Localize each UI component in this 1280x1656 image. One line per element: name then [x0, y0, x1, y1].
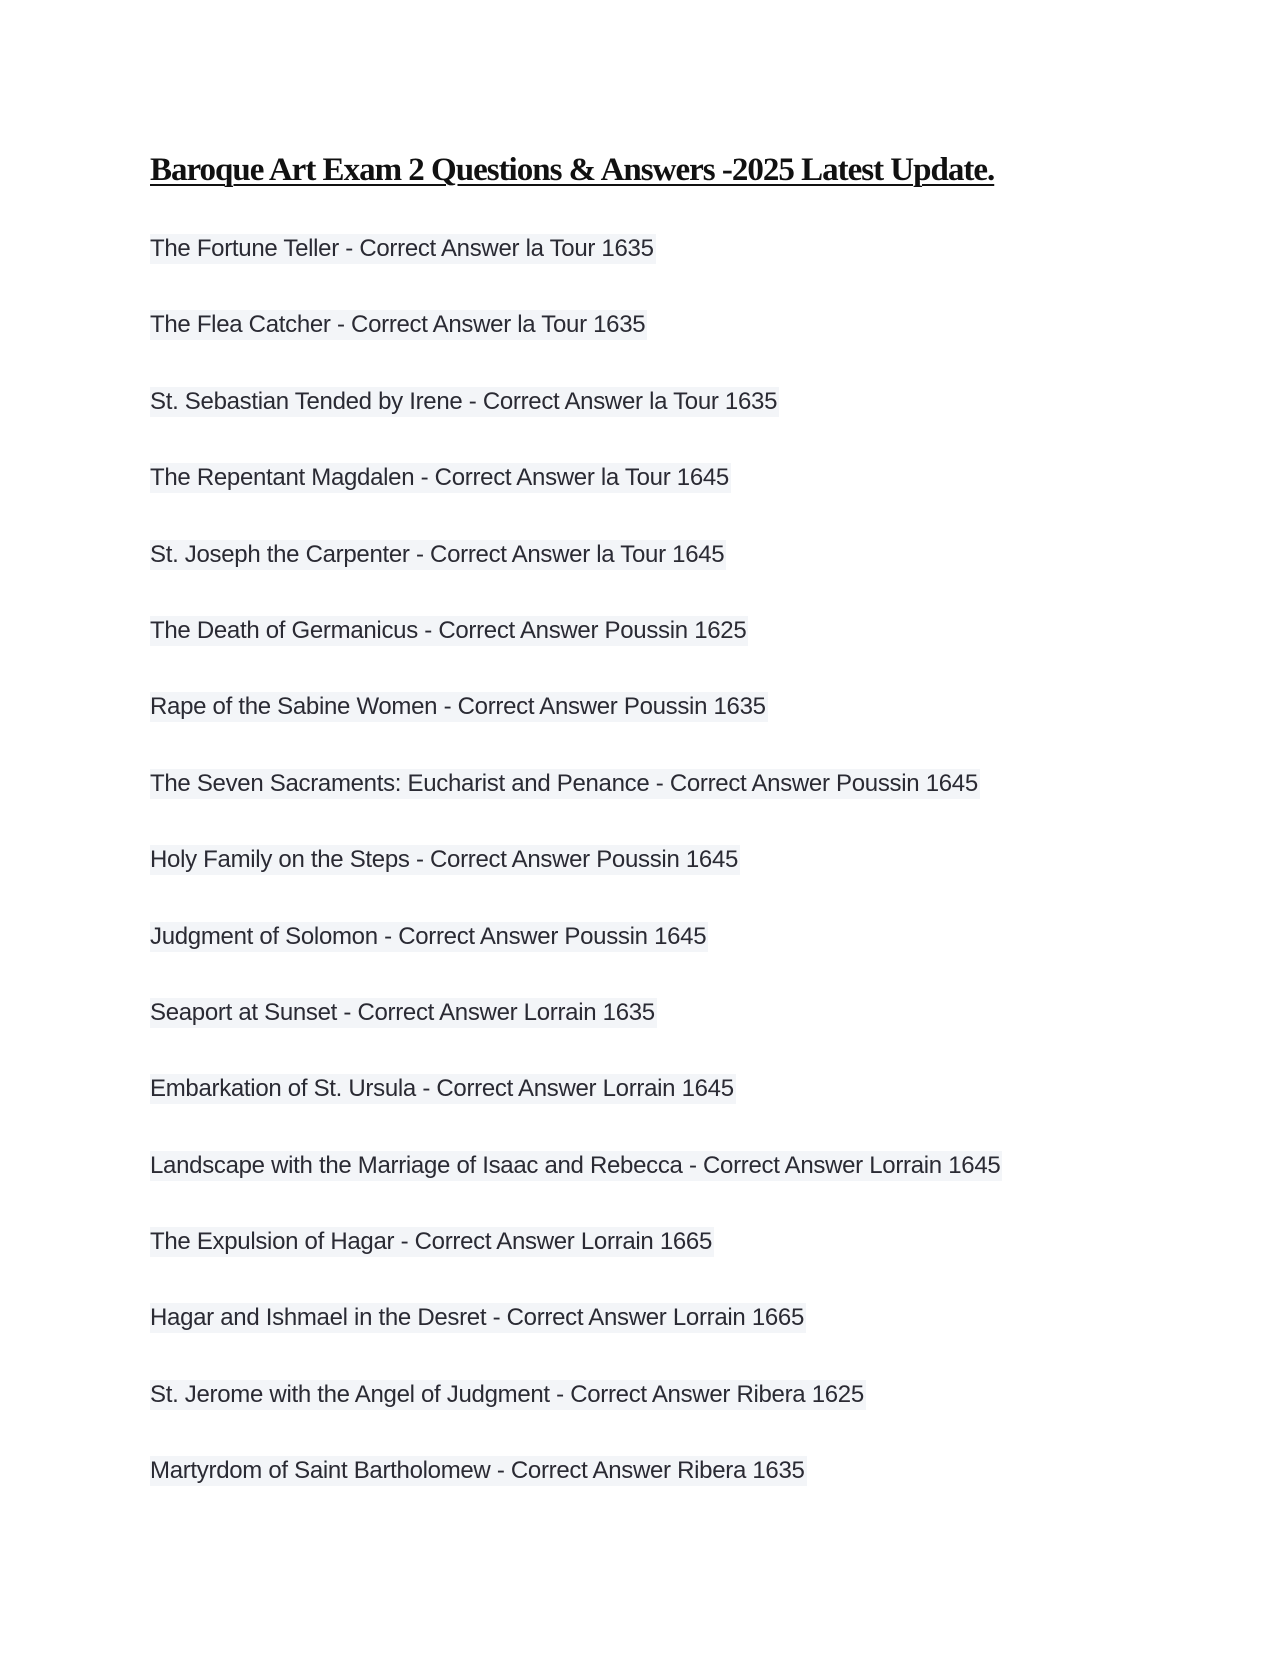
qa-item — [150, 998, 1002, 1074]
qa-item-text: The Expulsion of Hagar - Correct Answer Lorrain 1665 — [150, 1228, 713, 1256]
qa-item-text: The Seven Sacraments: Eucharist and Penance - Correct Answer Poussin 1645 — [150, 769, 978, 797]
qa-item-text: The Flea Catcher - Correct Answer la Tour 1635 — [150, 311, 646, 339]
qa-item — [150, 1456, 1002, 1532]
qa-item — [150, 1227, 1002, 1303]
qa-item-text: Martyrdom of Saint Bartholomew - Correct Answer Ribera 1635 — [150, 1457, 805, 1485]
qa-item — [150, 616, 1002, 692]
qa-item-text: Judgment of Solomon - Correct Answer Poussin 1645 — [150, 922, 707, 950]
qa-item-text: Holy Family on the Steps - Correct Answer Poussin 1645 — [150, 846, 739, 874]
qa-item — [150, 1380, 1002, 1456]
qa-item — [150, 845, 1002, 921]
document-title: Baroque Art Exam 2 Questions & Answers -2025 Latest Update. — [150, 152, 995, 188]
qa-item — [150, 1303, 1002, 1379]
qa-item — [150, 922, 1002, 998]
qa-item — [150, 692, 1002, 768]
qa-item — [150, 540, 1002, 616]
qa-item-text: The Fortune Teller - Correct Answer la Tour 1635 — [150, 235, 654, 262]
qa-item-text: Seaport at Sunset - Correct Answer Lorrain 1635 — [150, 998, 655, 1026]
qa-item-text: Hagar and Ishmael in the Desret - Correct Answer Lorrain 1665 — [150, 1304, 805, 1332]
qa-item — [150, 1151, 1002, 1227]
qa-item — [150, 769, 1002, 845]
qa-item — [150, 234, 1002, 310]
qa-item-text: The Repentant Magdalen - Correct Answer la Tour 1645 — [150, 464, 729, 492]
qa-item — [150, 310, 1002, 386]
qa-item — [150, 1074, 1002, 1150]
qa-item-text: Rape of the Sabine Women - Correct Answer Poussin 1635 — [150, 693, 766, 721]
qa-item-text: St. Sebastian Tended by Irene - Correct Answer la Tour 1635 — [150, 387, 778, 415]
qa-item-text: The Death of Germanicus - Correct Answer Poussin 1625 — [150, 616, 747, 644]
qa-item-text: St. Jerome with the Angel of Judgment - Correct Answer Ribera 1625 — [150, 1380, 864, 1408]
qa-item-text: St. Joseph the Carpenter - Correct Answer la Tour 1645 — [150, 540, 725, 568]
qa-item — [150, 463, 1002, 539]
qa-item-text: Embarkation of St. Ursula - Correct Answer Lorrain 1645 — [150, 1075, 734, 1103]
qa-list — [150, 234, 1002, 1533]
qa-item-text: Landscape with the Marriage of Isaac and Rebecca - Correct Answer Lorrain 1645 — [150, 1151, 1001, 1179]
qa-item — [150, 387, 1002, 463]
